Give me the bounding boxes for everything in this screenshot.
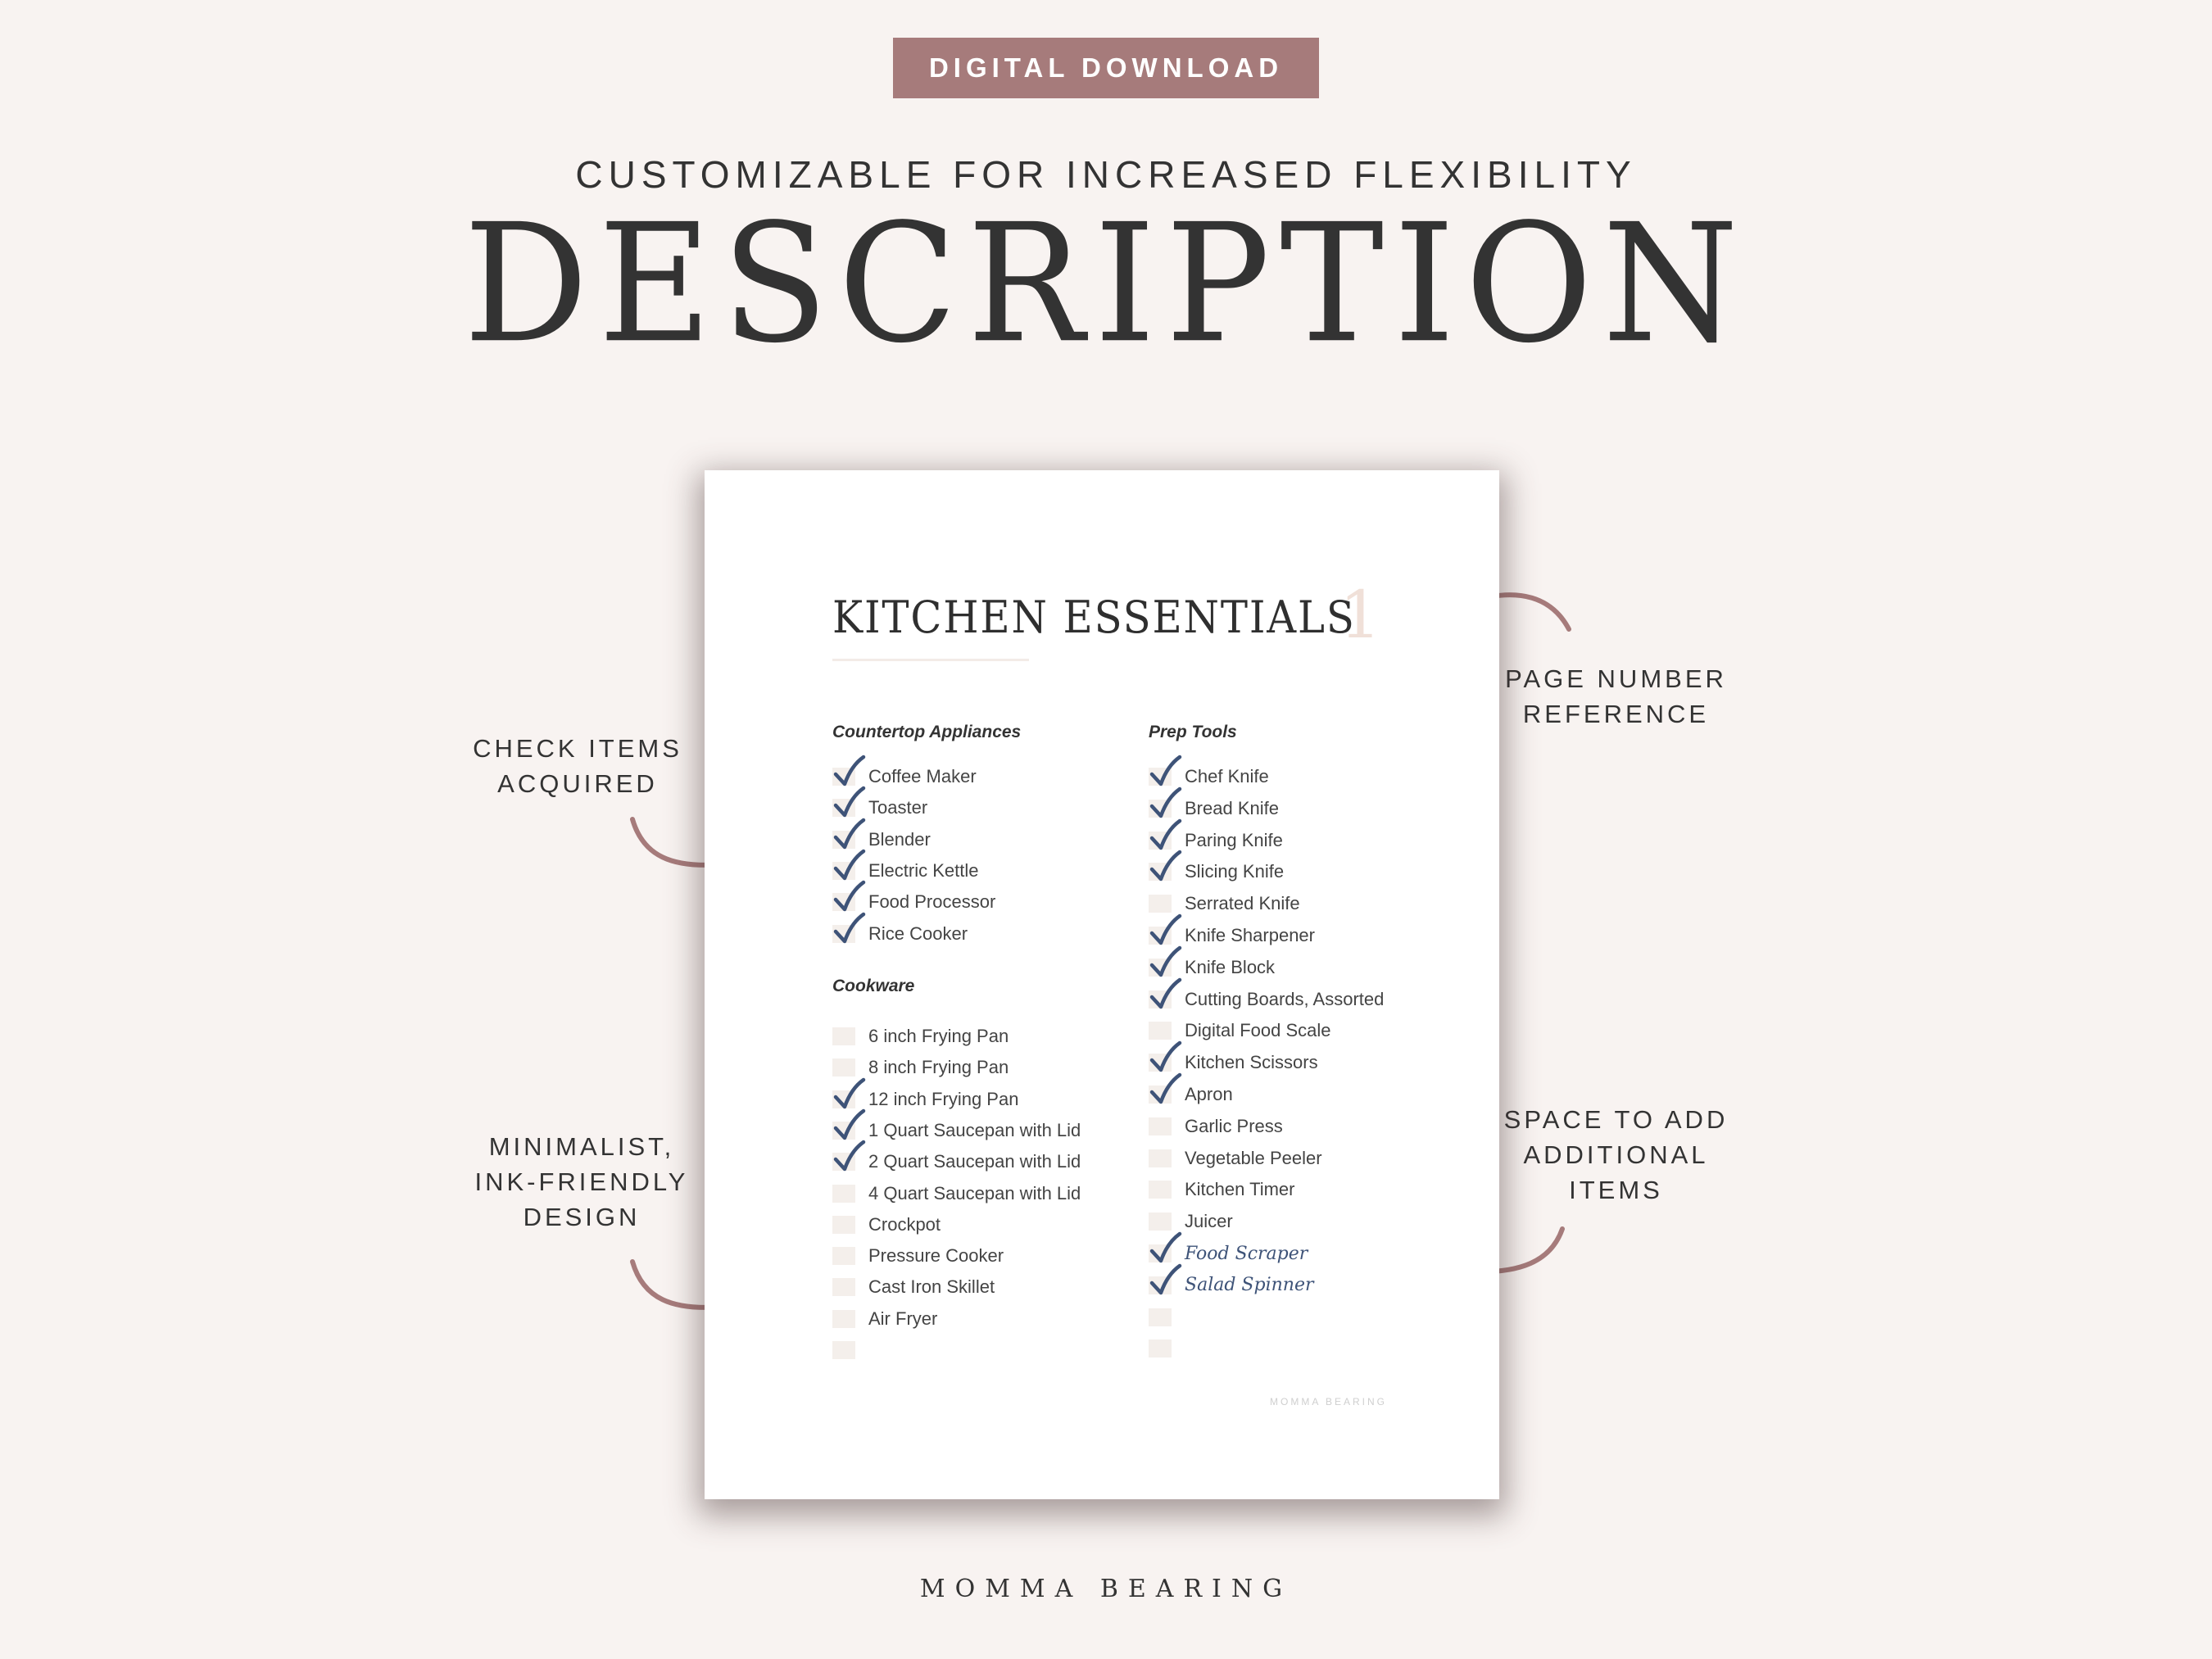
checklist-item[interactable] (832, 1209, 941, 1240)
checklist-item-label: Paring Knife (1185, 829, 1283, 850)
annotation-line: SPACE TO ADD (1503, 1105, 1729, 1134)
checkmark-icon (1149, 1263, 1183, 1298)
checklist-item[interactable] (832, 1178, 1081, 1209)
checkmark-icon (1149, 1072, 1183, 1107)
checklist-item-label: Garlic Press (1185, 1115, 1283, 1136)
title-divider (832, 659, 1029, 661)
checklist-item-label: Cutting Boards, Assorted (1185, 988, 1385, 1009)
page-title: DESCRIPTION (463, 188, 1749, 379)
checkbox-empty[interactable] (1149, 1022, 1172, 1040)
checkbox-checked[interactable] (1149, 832, 1172, 850)
checklist-item[interactable] (832, 1335, 868, 1366)
annotation-line: REFERENCE (1522, 700, 1710, 728)
checkbox-checked[interactable] (1149, 927, 1172, 945)
checkbox-checked[interactable] (832, 925, 855, 943)
checklist-item[interactable] (832, 1240, 1004, 1271)
annotation-space-to-add (1499, 1102, 1733, 1208)
checkbox-checked[interactable] (1149, 959, 1172, 977)
checkbox-checked[interactable] (1149, 1054, 1172, 1072)
checklist-page (705, 470, 1499, 1499)
checkbox-empty[interactable] (832, 1341, 855, 1359)
checklist-item-label: Electric Kettle (868, 859, 979, 881)
checkmark-icon (1149, 786, 1183, 821)
checkbox-empty[interactable] (1149, 895, 1172, 913)
checklist-item-label: Knife Sharpener (1185, 925, 1315, 945)
checkbox-checked[interactable] (1149, 768, 1172, 786)
checkmark-icon (832, 755, 867, 789)
checklist-item-label: Digital Food Scale (1185, 1020, 1331, 1041)
checkbox-empty[interactable] (1149, 1149, 1172, 1167)
checkbox-empty[interactable] (1149, 1117, 1172, 1135)
checklist-item-label: 1 Quart Saucepan with Lid (868, 1119, 1081, 1140)
checkmark-icon (832, 818, 867, 852)
checkbox-empty[interactable] (1149, 1308, 1172, 1326)
checkbox-checked[interactable] (832, 1122, 855, 1140)
checkbox-empty[interactable] (832, 1185, 855, 1203)
page-number: 1 (1339, 577, 1381, 653)
checklist-item-label: Crockpot (868, 1213, 941, 1235)
annotation-page-number (1499, 661, 1733, 732)
checkbox-empty[interactable] (1149, 1339, 1172, 1358)
annotation-minimalist (459, 1129, 705, 1235)
checklist-item-label: Knife Block (1185, 956, 1276, 977)
checkbox-checked[interactable] (832, 768, 855, 786)
checkbox-checked[interactable] (1149, 1086, 1172, 1104)
checklist-item-label: 6 inch Frying Pan (868, 1026, 1009, 1046)
checkmark-icon (1149, 913, 1183, 948)
checkmark-icon (832, 1108, 867, 1143)
checklist-item[interactable] (1149, 1111, 1283, 1142)
checkmark-icon (1149, 755, 1183, 789)
checkmark-icon (832, 912, 867, 946)
checklist-item[interactable] (1149, 856, 1284, 887)
checkmark-icon (832, 1140, 867, 1174)
checklist-item-label: Slicing Knife (1185, 861, 1285, 882)
checklist-item-label: Rice Cooker (868, 922, 968, 944)
checkbox-checked[interactable] (832, 1090, 855, 1108)
checklist-item-label: Bread Knife (1185, 797, 1279, 818)
checkmark-icon (1149, 977, 1183, 1012)
checkmark-icon (832, 880, 867, 914)
checklist-item[interactable] (832, 918, 968, 950)
checkmark-icon (832, 849, 867, 883)
annotation-line: ADDITIONAL (1523, 1140, 1709, 1169)
checklist-item[interactable] (1149, 984, 1384, 1015)
checklist-item-label: Salad Spinner (1185, 1275, 1314, 1296)
checklist-item[interactable] (832, 1271, 995, 1303)
annotation-line: PAGE NUMBER (1505, 664, 1727, 693)
page-footer-brand: MOMMA BEARING (1270, 1396, 1388, 1407)
checklist-item-label: Blender (868, 828, 931, 850)
checkbox-empty[interactable] (832, 1278, 855, 1296)
annotation-check-items (459, 731, 696, 801)
checklist-item-label: Pressure Cooker (868, 1245, 1004, 1267)
checkmark-icon (1149, 945, 1183, 980)
checklist-item[interactable] (832, 1115, 1081, 1146)
section-heading-countertop: Countertop Appliances (832, 723, 1022, 741)
brand-name: MOMMA BEARING (919, 1575, 1293, 1603)
checklist-item-label: Cast Iron Skillet (868, 1276, 995, 1298)
checkbox-checked[interactable] (1149, 800, 1172, 818)
checkbox-checked[interactable] (832, 799, 855, 817)
checkbox-empty[interactable] (832, 1058, 855, 1077)
subtitle: CUSTOMIZABLE FOR INCREASED FLEXIBILITY (575, 153, 1637, 196)
checklist-item[interactable] (1149, 1143, 1322, 1174)
checklist-item[interactable] (832, 1021, 1009, 1052)
checkmark-icon (832, 1077, 867, 1112)
annotation-line: INK-FRIENDLY (474, 1167, 689, 1196)
checklist-item-label: Vegetable Peeler (1185, 1147, 1322, 1168)
annotation-line: ITEMS (1569, 1176, 1663, 1204)
checkbox-empty[interactable] (1149, 1213, 1172, 1231)
checklist-item-label: 4 Quart Saucepan with Lid (868, 1182, 1081, 1203)
checkmark-icon (1149, 1231, 1183, 1266)
checkbox-checked[interactable] (832, 893, 855, 911)
checkbox-empty[interactable] (832, 1027, 855, 1045)
section-heading-cookware: Cookware (832, 977, 915, 995)
digital-download-badge: DIGITAL DOWNLOAD (893, 38, 1319, 98)
checklist-item-label: 2 Quart Saucepan with Lid (868, 1151, 1081, 1172)
checkbox-empty[interactable] (832, 1310, 855, 1328)
checklist-item[interactable] (1149, 1302, 1185, 1333)
checklist-item-label: Chef Knife (1185, 766, 1269, 786)
checklist-item-label: 12 inch Frying Pan (868, 1088, 1019, 1109)
checklist-item-label: 8 inch Frying Pan (868, 1057, 1009, 1078)
checkbox-checked[interactable] (1149, 1244, 1172, 1262)
checkbox-checked[interactable] (832, 862, 855, 880)
checklist-item-label: Kitchen Timer (1185, 1179, 1295, 1200)
checklist-item-label: Food Processor (868, 891, 996, 913)
checkbox-checked[interactable] (1149, 1276, 1172, 1294)
checklist-item-label: Juicer (1185, 1211, 1233, 1232)
annotation-line: MINIMALIST, (488, 1132, 675, 1161)
checklist-item-label: Air Fryer (868, 1308, 938, 1329)
annotation-line: DESIGN (523, 1203, 641, 1231)
checkbox-checked[interactable] (1149, 863, 1172, 881)
section-heading-prep: Prep Tools (1149, 723, 1237, 741)
checklist-item[interactable] (832, 1303, 937, 1335)
checklist-item-label: Apron (1185, 1084, 1233, 1104)
checkbox-empty[interactable] (832, 1216, 855, 1234)
checklist-item[interactable] (832, 1146, 1081, 1177)
checklist-title: KITCHEN ESSENTIALS (832, 592, 1356, 643)
checkbox-checked[interactable] (832, 1153, 855, 1171)
checkbox-empty[interactable] (1149, 1181, 1172, 1199)
checklist-item[interactable] (1149, 1333, 1185, 1364)
checkmark-icon (1149, 1040, 1183, 1075)
annotation-line: ACQUIRED (497, 769, 658, 798)
checkmark-icon (1149, 850, 1183, 884)
checklist-item[interactable] (1149, 1174, 1295, 1205)
checklist-item[interactable] (1149, 1079, 1233, 1110)
checkbox-empty[interactable] (832, 1247, 855, 1265)
checkmark-icon (1149, 818, 1183, 853)
checklist-item-label: Serrated Knife (1185, 893, 1300, 914)
checkbox-checked[interactable] (832, 831, 855, 849)
checkmark-icon (832, 786, 867, 820)
annotation-line: CHECK ITEMS (473, 734, 682, 763)
checklist-item[interactable] (1149, 1270, 1313, 1301)
checklist-item-label: Food Scraper (1185, 1243, 1308, 1264)
checklist-item-label: Toaster (868, 797, 928, 818)
checklist-item-label: Coffee Maker (868, 766, 977, 786)
checkbox-checked[interactable] (1149, 990, 1172, 1009)
checklist-item-label: Kitchen Scissors (1185, 1052, 1318, 1073)
